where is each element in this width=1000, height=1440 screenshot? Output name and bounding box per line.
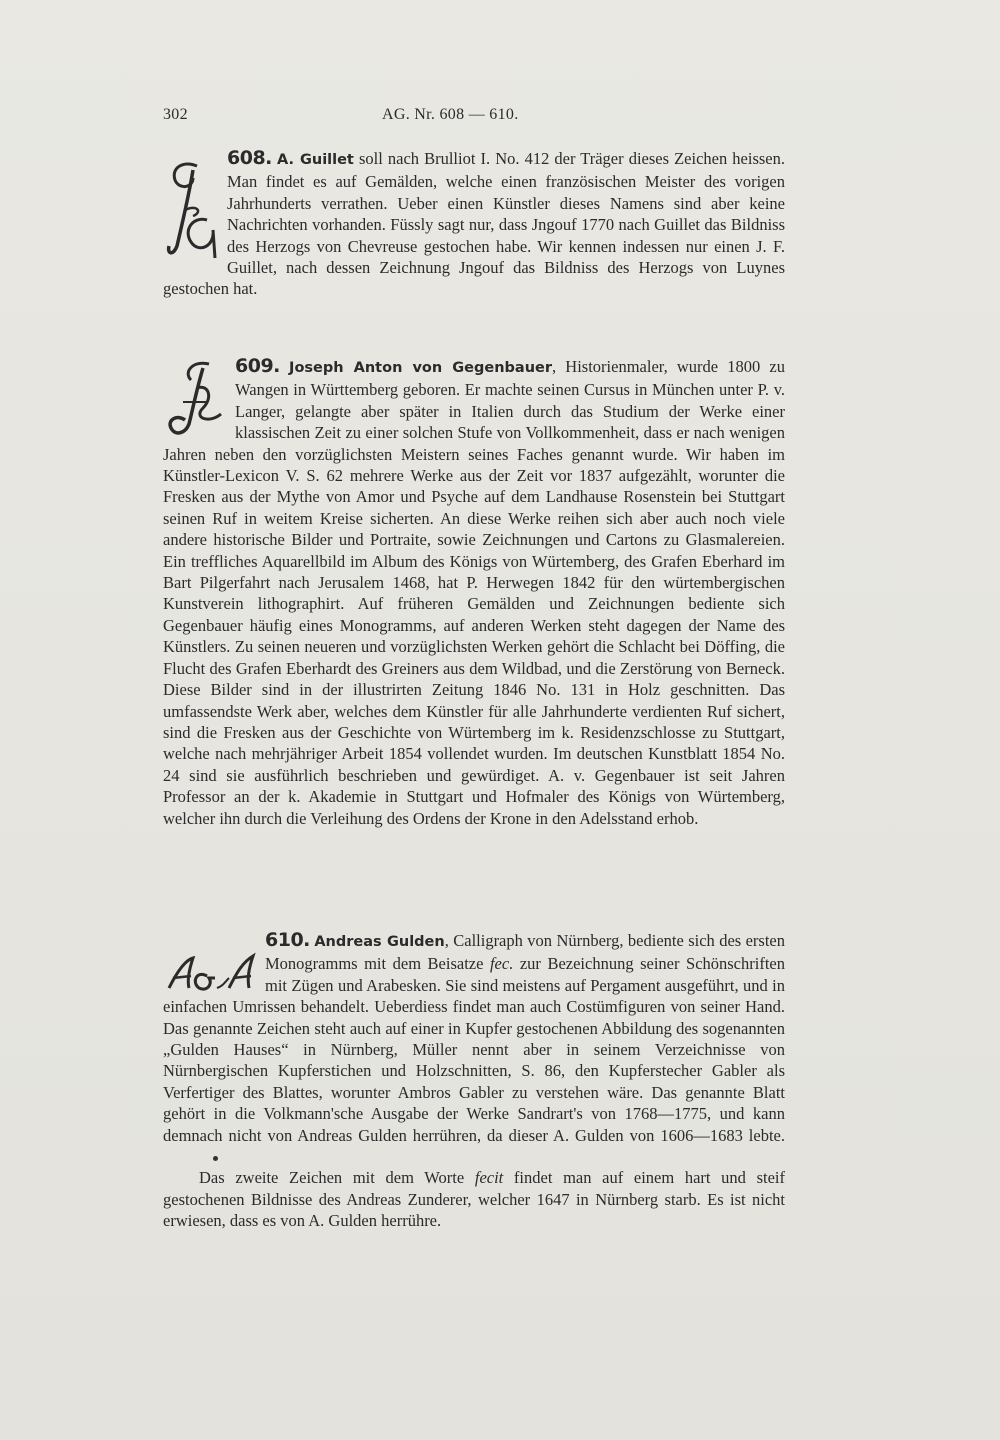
monogram-610-icon xyxy=(163,952,259,996)
entry-text: zur Bezeichnung seiner Schönschriften mit Zügen und Arabesken. Sie sind meistens auf Pergament ausgeführt, und in einfachen Umrissen behandelt. Ueberdiess findet man auch Costümfiguren von seiner Hand. Das genannte Zeichen steht auch auf einer in Kupfer gestochenen Abbildung des sogenannten „Gulden Hauses“ in Nürnberg, Müller nennt aber in seinem Verzeichnisse von Nürnbergischen Kupferstichen und Holzschnitten, S. 86, den Kupferstecher Gabler als Verfertiger des Blattes, worunter Ambros Gabler zu verstehen wäre. Das genannte Blatt gehört in die Volkmann'sche Ausgabe der Werke Sandrart's von 1768—1775, und kann demnach nicht von Andreas Gulden herrühren, da dieser A. Gulden von 1606—1683 lebte. xyxy=(163,954,785,1145)
monogram-609-icon xyxy=(163,358,229,440)
italic-fec: fec. xyxy=(489,954,514,974)
ink-dot xyxy=(213,1156,218,1161)
entry-number: 608. xyxy=(227,147,272,169)
entry-text: Das zweite Zeichen mit dem Worte xyxy=(199,1168,475,1188)
monogram-608-icon xyxy=(163,150,221,270)
entry-name: Andreas Gulden xyxy=(314,934,445,950)
italic-fecit: fecit xyxy=(474,1168,504,1188)
entry-text: findet man auf einem hart und steif gestochenen Bildnisse des Andreas Zunderer, welcher 1647 in Nürnberg starb. Es ist nicht erwiesen, dass es von A. Gulden herrühre. xyxy=(163,1168,785,1231)
entry-name: Joseph Anton von Gegenbauer xyxy=(289,360,553,376)
entry-text: , Calligraph von Nürnberg, bediente sich des ersten Monogramms mit dem Beisatze xyxy=(265,931,785,974)
entry-608 xyxy=(163,148,785,300)
entry-name: A. Guillet xyxy=(276,152,354,168)
entry-text: , Historienmaler, wurde 1800 zu Wangen in Württemberg geboren. Er machte seinen Cursus in München unter P. v. Langer, gelangte aber später in Italien durch das Studium der Werke einer klassischen Zeit zu einer solchen Stufe von Vollkommenheit, dass er nach wenigen Jahren neben den vorzüglichsten Meistern seines Faches genannt wurde. Wir haben im Künstler-Lexicon V. S. 62 mehrere Werke aus der Zeit vor 1837 aufgezählt, worunter die Fresken aus der Mythe von Amor und Psyche auf dem Landhause Rosenstein bei Stuttgart seinen Ruf in weitem Kreise sicherten. An diese Werke reihen sich aber auch noch viele andere historische Bilder und Portraite, sowie Zeichnungen und Cartons zu Glasmalereien. Ein treffliches Aquarellbild im Album des Königs von Würtemberg, des Grafen Eberhard im Bart Pilgerfahrt nach Jerusalem 1468, hat P. Herwegen 1842 für den würtembergischen Kunstverein lithographirt. Auf früheren Gemälden und Zeichnungen bediente sich Gegenbauer häufig eines Monogramms, auf anderen Werken steht dagegen der Name des Künstlers. Zu seinen neueren und vorzüglichsten Werken gehört die Schlacht bei Döffing, die Flucht des Grafen Eberhardt des Greiners aus dem Wildbad, und die Zerstörung von Berneck. Diese Bilder sind in der illustrirten Zeitung 1846 No. 131 in Holz geschnitten. Das umfassendste Werk aber, welches dem Künstler für alle Jahrhunderte verdienten Ruf sichert, sind die Fresken aus der Geschichte von Würtemberg im k. Residenzschlosse zu Stuttgart, welche nach mehrjähriger Arbeit 1854 vollendet wurden. Im deutschen Kunstblatt 1854 No. 24 sind sie ausführlich beschrieben und gewürdiget. A. v. Gegenbauer ist seit Jahren Professor an der k. Akademie in Stuttgart und Hofmaler des Königs von Würtemberg, welcher ihn durch die Verleihung des Ordens der Krone in den Adelsstand erhob. xyxy=(163,357,785,828)
entry-609 xyxy=(163,356,785,829)
running-title: AG. Nr. 608 — 610. xyxy=(382,106,519,123)
page-number: 302 xyxy=(163,106,188,123)
entry-number: 610. xyxy=(265,929,310,951)
entry-number: 609. xyxy=(235,355,280,377)
entry-610 xyxy=(163,930,785,1232)
entry-text: soll nach Brulliot I. No. 412 der Träger dieses Zeichen heissen. Man findet es auf Gemälden, welche einen französischen Meister des vorigen Jahrhunderts verrathen. Ueber einen Künstler dieses Namens sind aber keine Nachrichten vorhanden. Füssly sagt nur, dass Jngouf 1770 nach Guillet das Bildniss des Herzogs von Chevreuse gestochen habe. Wir kennen indessen nur einen J. F. Guillet, nach dessen Zeichnung Jngouf das Bildniss des Herzogs von Luynes gestochen hat. xyxy=(163,149,786,299)
